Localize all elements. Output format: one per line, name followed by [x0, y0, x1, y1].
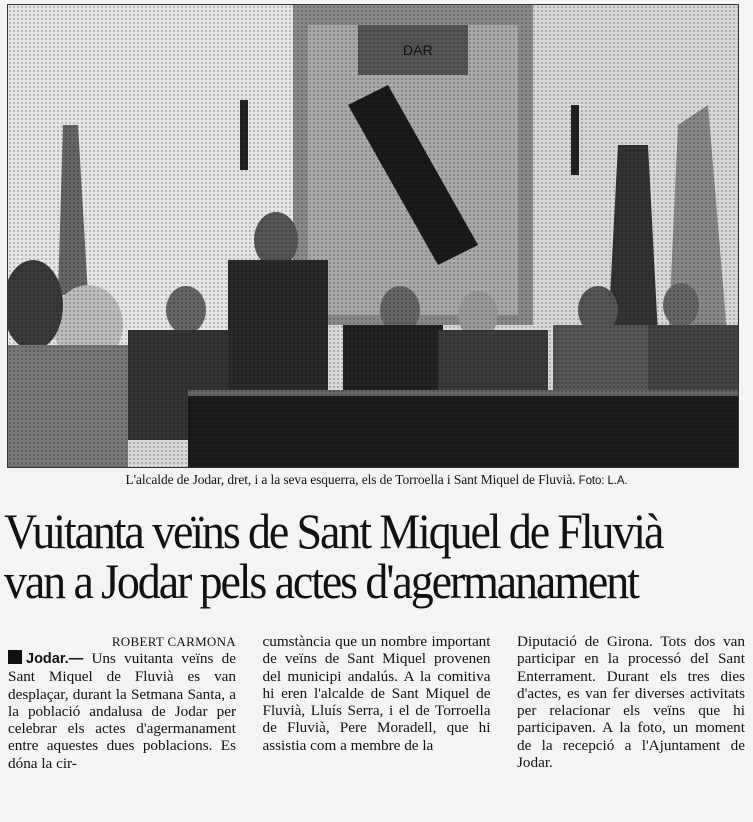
photo-credit: Foto: L.A. [578, 475, 628, 487]
caption-text: L'alcalde de Jodar, dret, i a la seva esquerra, els de Torroella i Sant Miquel de Fluvià. [125, 472, 576, 487]
byline: ROBERT CARMONA [111, 634, 236, 649]
headline-line-2: van a Jodar pels actes d'agermanament [4, 553, 638, 609]
photo-caption [0, 472, 753, 488]
dateline: Jodar.— [26, 651, 84, 667]
headline-line-1: Vuitanta veïns de Sant Miquel de Fluvià [4, 503, 663, 559]
article-body [8, 633, 745, 818]
article-column-3 [517, 633, 745, 818]
column-2-text: cumstància que un nombre important de veïns de Sant Miquel provenen del municipi andalús. A la comitiva hi eren l'alcalde de Sant Miquel de Fluvià, Lluís Serra, i el de Torroella de Fluvià, Pere Moradell, que hi assistia com a membre de la [262, 633, 491, 754]
news-photo [7, 4, 739, 468]
square-bullet-icon [8, 650, 22, 664]
column-1-text: Uns vuitanta veïns de Sant Miquel de Fluvià es van desplaçar, durant la Setmana Santa, a la població andalusa de Jodar per celebrar els actes d'agermanament entre aquestes dues poblacions. Es dóna la cir- [8, 650, 236, 772]
press-photo-icon [8, 5, 738, 467]
article-column-2 [263, 633, 491, 818]
article-column-1 [8, 633, 236, 818]
article-paragraph [8, 650, 236, 772]
column-3-text: Diputació de Girona. Tots dos van participar en la processó del Sant Enterrament. Durant els tres dies d'actes, es van fer diverses activitats per relacionar els veïns que hi participaven. A la foto, un moment de la recepció a l'Ajuntament de Jodar. [517, 633, 745, 772]
headline [4, 503, 690, 609]
